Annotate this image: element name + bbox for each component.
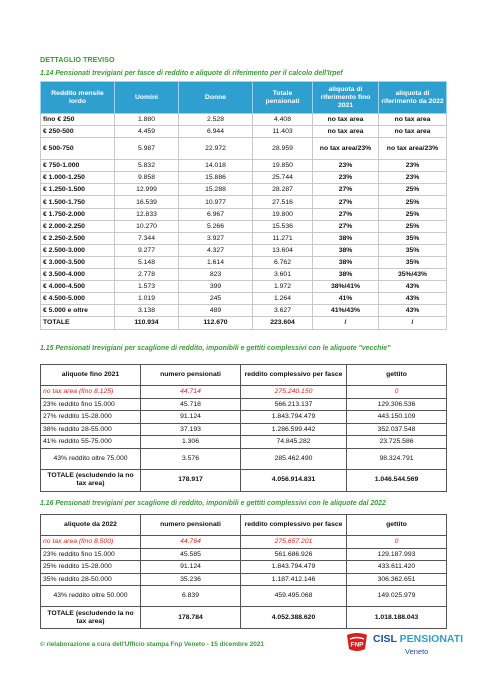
logo-pensionati: PENSIONATI bbox=[399, 633, 464, 645]
table-cell: 10.270 bbox=[115, 220, 179, 232]
table-cell: 129.187.993 bbox=[347, 548, 447, 561]
logo-fnp-text: FNP bbox=[350, 641, 364, 649]
column-header-0: aliquote da 2022 bbox=[41, 515, 141, 536]
section-title: DETTAGLIO TREVISO bbox=[40, 55, 115, 64]
row-label: € 1.250-1.500 bbox=[41, 184, 115, 196]
table-cell: 566.213.137 bbox=[241, 398, 347, 411]
table-cell: 3.576 bbox=[141, 448, 241, 469]
table-cell: no tax area bbox=[379, 126, 447, 138]
table-header-row bbox=[41, 365, 447, 386]
table-cell: 23% bbox=[379, 160, 447, 172]
table-cell: 1.264 bbox=[253, 293, 313, 305]
table-row bbox=[41, 317, 447, 329]
table-cell: 223.604 bbox=[253, 317, 313, 329]
table-cell: 23% bbox=[379, 172, 447, 184]
table-row bbox=[41, 281, 447, 293]
table-cell: 275.240.150 bbox=[241, 386, 347, 399]
table-cell: 43% bbox=[379, 305, 447, 317]
table-row bbox=[41, 386, 447, 399]
table-cell: 74.845.282 bbox=[241, 436, 347, 449]
row-label: € 4.500-5.000 bbox=[41, 293, 115, 305]
table-cell: 28.287 bbox=[253, 184, 313, 196]
table-cell: 19.850 bbox=[253, 160, 313, 172]
table-cell: 1.972 bbox=[253, 281, 313, 293]
row-label: 41% reddito 55-75.000 bbox=[41, 436, 141, 449]
table-cell: 27% bbox=[313, 220, 379, 232]
row-label: € 2.000-2.250 bbox=[41, 220, 115, 232]
table-cell: 41% bbox=[313, 293, 379, 305]
row-label: 27% reddito 15-28.000 bbox=[41, 411, 141, 424]
table-row bbox=[41, 469, 447, 491]
row-label: 43% reddito oltre 75.000 bbox=[41, 448, 141, 469]
table-cell: 2.778 bbox=[115, 269, 179, 281]
table-cell: 4.056.914.831 bbox=[241, 469, 347, 491]
table-cell: 14.018 bbox=[179, 160, 253, 172]
table-cell: 35% bbox=[379, 232, 447, 244]
table-cell: 27% bbox=[313, 184, 379, 196]
table-cell: 1.843.794.479 bbox=[241, 411, 347, 424]
table-cell: 3.601 bbox=[253, 269, 313, 281]
table-cell: 443.150.109 bbox=[347, 411, 447, 424]
table-cell: 5.266 bbox=[179, 220, 253, 232]
table-row bbox=[41, 172, 447, 184]
table-cell: 4.459 bbox=[115, 126, 179, 138]
table-cell: 45.585 bbox=[141, 548, 241, 561]
table-cell: 15.886 bbox=[179, 172, 253, 184]
table-cell: 3.138 bbox=[115, 305, 179, 317]
new-rates-table bbox=[40, 514, 447, 629]
table-cell: 11.403 bbox=[253, 126, 313, 138]
table-cell: 178.784 bbox=[141, 607, 241, 629]
table-cell: 275.657.201 bbox=[241, 536, 347, 549]
table-cell: 44.714 bbox=[141, 386, 241, 399]
table-cell: 27.516 bbox=[253, 196, 313, 208]
table-cell: 28.959 bbox=[253, 138, 313, 160]
table-cell: 25% bbox=[379, 208, 447, 220]
table-cell: 178.917 bbox=[141, 469, 241, 491]
table-cell: 13.604 bbox=[253, 244, 313, 256]
table-cell: / bbox=[313, 317, 379, 329]
row-label: 35% reddito 28-50.000 bbox=[41, 573, 141, 586]
table-cell: 6.762 bbox=[253, 256, 313, 268]
column-header-3: gettito bbox=[347, 365, 447, 386]
table-cell: / bbox=[379, 317, 447, 329]
old-rates-table bbox=[40, 364, 447, 492]
table-cell: 3.927 bbox=[179, 232, 253, 244]
table-cell: 25.744 bbox=[253, 172, 313, 184]
table-cell: 22.972 bbox=[179, 138, 253, 160]
column-header-3: gettito bbox=[347, 515, 447, 536]
table-cell: 1.018.188.043 bbox=[347, 607, 447, 629]
table-cell: 9.277 bbox=[115, 244, 179, 256]
row-label: € 750-1.000 bbox=[41, 160, 115, 172]
table-cell: 43% bbox=[379, 281, 447, 293]
logo-wordmark bbox=[373, 633, 463, 645]
table-row bbox=[41, 114, 447, 126]
row-label: no tax area (fino 8.500) bbox=[41, 536, 141, 549]
table-cell: 37.193 bbox=[141, 423, 241, 436]
table-cell: 306.362.651 bbox=[347, 573, 447, 586]
table-cell: 1.880 bbox=[115, 114, 179, 126]
table-row bbox=[41, 305, 447, 317]
table-cell: 25% bbox=[379, 220, 447, 232]
table-cell: 98.324.791 bbox=[347, 448, 447, 469]
table-cell: 433.611.420 bbox=[347, 561, 447, 574]
table-row bbox=[41, 184, 447, 196]
table-cell: 19.800 bbox=[253, 208, 313, 220]
row-label: fino € 250 bbox=[41, 114, 115, 126]
logo-cisl: CISL bbox=[373, 633, 397, 645]
table-cell: 5.832 bbox=[115, 160, 179, 172]
table-row bbox=[41, 536, 447, 549]
table-cell: 6.944 bbox=[179, 126, 253, 138]
table-row bbox=[41, 548, 447, 561]
table-cell: 23.725.586 bbox=[347, 436, 447, 449]
column-header-2: reddito complessivo per fasce bbox=[241, 365, 347, 386]
row-label: € 5.000 e oltre bbox=[41, 305, 115, 317]
row-label: 23% reddito fino 15.000 bbox=[41, 548, 141, 561]
column-header-1: numero pensionati bbox=[141, 515, 241, 536]
table-cell: 1.843.794.479 bbox=[241, 561, 347, 574]
table-cell: 6.839 bbox=[141, 586, 241, 607]
table-cell: 1.573 bbox=[115, 281, 179, 293]
table-row bbox=[41, 448, 447, 469]
row-label: TOTALE (escludendo la no tax area) bbox=[41, 469, 141, 491]
table-cell: 4.052.388.620 bbox=[241, 607, 347, 629]
row-label: € 2.500-3.000 bbox=[41, 244, 115, 256]
table-row bbox=[41, 573, 447, 586]
table-row bbox=[41, 256, 447, 268]
table-cell: 15.536 bbox=[253, 220, 313, 232]
table-cell: no tax area/23% bbox=[313, 138, 379, 160]
table-cell: 1.187.412.146 bbox=[241, 573, 347, 586]
row-label: € 4.000-4.500 bbox=[41, 281, 115, 293]
table-cell: 110.934 bbox=[115, 317, 179, 329]
fnp-logo-icon bbox=[345, 631, 369, 653]
row-label: € 2.250-2.500 bbox=[41, 232, 115, 244]
table-cell: 1.019 bbox=[115, 293, 179, 305]
table-cell: 38%/41% bbox=[313, 281, 379, 293]
table-cell: 399 bbox=[179, 281, 253, 293]
table-cell: 1.614 bbox=[179, 256, 253, 268]
table-row bbox=[41, 160, 447, 172]
table-cell: 1.306 bbox=[141, 436, 241, 449]
table-row bbox=[41, 411, 447, 424]
table-cell: 41%/43% bbox=[313, 305, 379, 317]
table-2-subtitle: 1.15 Pensionati trevigiani per scaglione di reddito, imponibili e gettiti complessivi con le aliquote "vecchie" bbox=[40, 345, 391, 352]
table-cell: 149.025.979 bbox=[347, 586, 447, 607]
table-cell: 11.271 bbox=[253, 232, 313, 244]
table-cell: 12.833 bbox=[115, 208, 179, 220]
table-cell: 3.627 bbox=[253, 305, 313, 317]
column-header-2: Donne bbox=[179, 82, 253, 114]
table-cell: 0 bbox=[347, 386, 447, 399]
column-header-1: Uomini bbox=[115, 82, 179, 114]
column-header-4: aliquota di riferimento fino 2021 bbox=[313, 82, 379, 114]
table-cell: 38% bbox=[313, 232, 379, 244]
table-cell: 245 bbox=[179, 293, 253, 305]
row-label: € 1.750-2.000 bbox=[41, 208, 115, 220]
row-label: 43% reddito oltre 50.000 bbox=[41, 586, 141, 607]
table-header-row bbox=[41, 82, 447, 114]
table-cell: 1.286.599.442 bbox=[241, 423, 347, 436]
table-row bbox=[41, 423, 447, 436]
table-cell: 561.686.926 bbox=[241, 548, 347, 561]
table-cell: 6.967 bbox=[179, 208, 253, 220]
table-cell: 459.495.068 bbox=[241, 586, 347, 607]
column-header-3: Totale pensionati bbox=[253, 82, 313, 114]
table-cell: 35% bbox=[379, 244, 447, 256]
table-cell: 35% bbox=[379, 256, 447, 268]
table-cell: 0 bbox=[347, 536, 447, 549]
table-row bbox=[41, 196, 447, 208]
table-cell: 4.408 bbox=[253, 114, 313, 126]
row-label: 38% reddito 28-55.000 bbox=[41, 423, 141, 436]
table-row bbox=[41, 293, 447, 305]
table-cell: 7.344 bbox=[115, 232, 179, 244]
row-label: 25% reddito 15-28.000 bbox=[41, 561, 141, 574]
table-cell: 35%/43% bbox=[379, 269, 447, 281]
row-label: € 3.500-4.000 bbox=[41, 269, 115, 281]
row-label: TOTALE bbox=[41, 317, 115, 329]
row-label: TOTALE (escludendo la no tax area) bbox=[41, 607, 141, 629]
table-row bbox=[41, 244, 447, 256]
logo-region: Veneto bbox=[405, 647, 429, 656]
table-cell: 489 bbox=[179, 305, 253, 317]
table-cell: no tax area bbox=[313, 114, 379, 126]
table-row bbox=[41, 436, 447, 449]
table-cell: no tax area bbox=[313, 126, 379, 138]
table-cell: 129.306.536 bbox=[347, 398, 447, 411]
table-cell: 27% bbox=[313, 196, 379, 208]
table-row bbox=[41, 138, 447, 160]
table-cell: 823 bbox=[179, 269, 253, 281]
income-bracket-table bbox=[40, 81, 447, 330]
row-label: no tax area (fino 8.125) bbox=[41, 386, 141, 399]
column-header-0: aliquote fino 2021 bbox=[41, 365, 141, 386]
row-label: € 3.000-3.500 bbox=[41, 256, 115, 268]
row-label: € 1.500-1.750 bbox=[41, 196, 115, 208]
table-cell: 91.124 bbox=[141, 561, 241, 574]
table-cell: 12.999 bbox=[115, 184, 179, 196]
table-row bbox=[41, 561, 447, 574]
table-cell: 5.987 bbox=[115, 138, 179, 160]
row-label: € 250-500 bbox=[41, 126, 115, 138]
table-cell: no tax area bbox=[379, 114, 447, 126]
table-cell: 5.148 bbox=[115, 256, 179, 268]
table-cell: 38% bbox=[313, 256, 379, 268]
table-cell: 15.288 bbox=[179, 184, 253, 196]
table-cell: 9.858 bbox=[115, 172, 179, 184]
table-cell: 352.037.548 bbox=[347, 423, 447, 436]
table-cell: 23% bbox=[313, 172, 379, 184]
table-cell: 10.977 bbox=[179, 196, 253, 208]
row-label: € 1.000-1.250 bbox=[41, 172, 115, 184]
table-row bbox=[41, 586, 447, 607]
column-header-2: reddito complessivo per fasce bbox=[241, 515, 347, 536]
table-cell: 112.670 bbox=[179, 317, 253, 329]
column-header-1: numero pensionati bbox=[141, 365, 241, 386]
table-row bbox=[41, 126, 447, 138]
column-header-5: aliquota di riferimento da 2022 bbox=[379, 82, 447, 114]
footer-credit: © rielaborazione a cura dell'Ufficio stampa Fnp Veneto - 15 dicembre 2021 bbox=[40, 641, 264, 648]
table-row bbox=[41, 208, 447, 220]
table-cell: 4.327 bbox=[179, 244, 253, 256]
table-cell: 44.764 bbox=[141, 536, 241, 549]
table-cell: 38% bbox=[313, 244, 379, 256]
table-cell: 23% bbox=[313, 160, 379, 172]
fnp-cisl-logo bbox=[345, 631, 464, 663]
table-cell: 2.528 bbox=[179, 114, 253, 126]
table-row bbox=[41, 398, 447, 411]
table-cell: 16.539 bbox=[115, 196, 179, 208]
table-cell: 25% bbox=[379, 196, 447, 208]
table-cell: 1.046.544.569 bbox=[347, 469, 447, 491]
row-label: 23% reddito fino 15.000 bbox=[41, 398, 141, 411]
table-row bbox=[41, 607, 447, 629]
table-3-subtitle: 1.16 Pensionati trevigiani per scaglione di reddito, imponibili e gettiti complessivi con le aliquote dal 2022 bbox=[40, 500, 386, 507]
table-cell: 285.462.490 bbox=[241, 448, 347, 469]
table-cell: no tax area/23% bbox=[379, 138, 447, 160]
table-row bbox=[41, 269, 447, 281]
column-header-0: Reddito mensile lordo bbox=[41, 82, 115, 114]
table-1-subtitle: 1.14 Pensionati trevigiani per fasce di reddito e aliquote di riferimento per il calcolo dell'Irpef bbox=[40, 70, 343, 77]
row-label: € 500-750 bbox=[41, 138, 115, 160]
table-cell: 25% bbox=[379, 184, 447, 196]
table-cell: 91.124 bbox=[141, 411, 241, 424]
table-cell: 35.236 bbox=[141, 573, 241, 586]
table-cell: 45.718 bbox=[141, 398, 241, 411]
table-cell: 27% bbox=[313, 208, 379, 220]
table-cell: 43% bbox=[379, 293, 447, 305]
table-header-row bbox=[41, 515, 447, 536]
table-row bbox=[41, 220, 447, 232]
table-row bbox=[41, 232, 447, 244]
table-cell: 38% bbox=[313, 269, 379, 281]
